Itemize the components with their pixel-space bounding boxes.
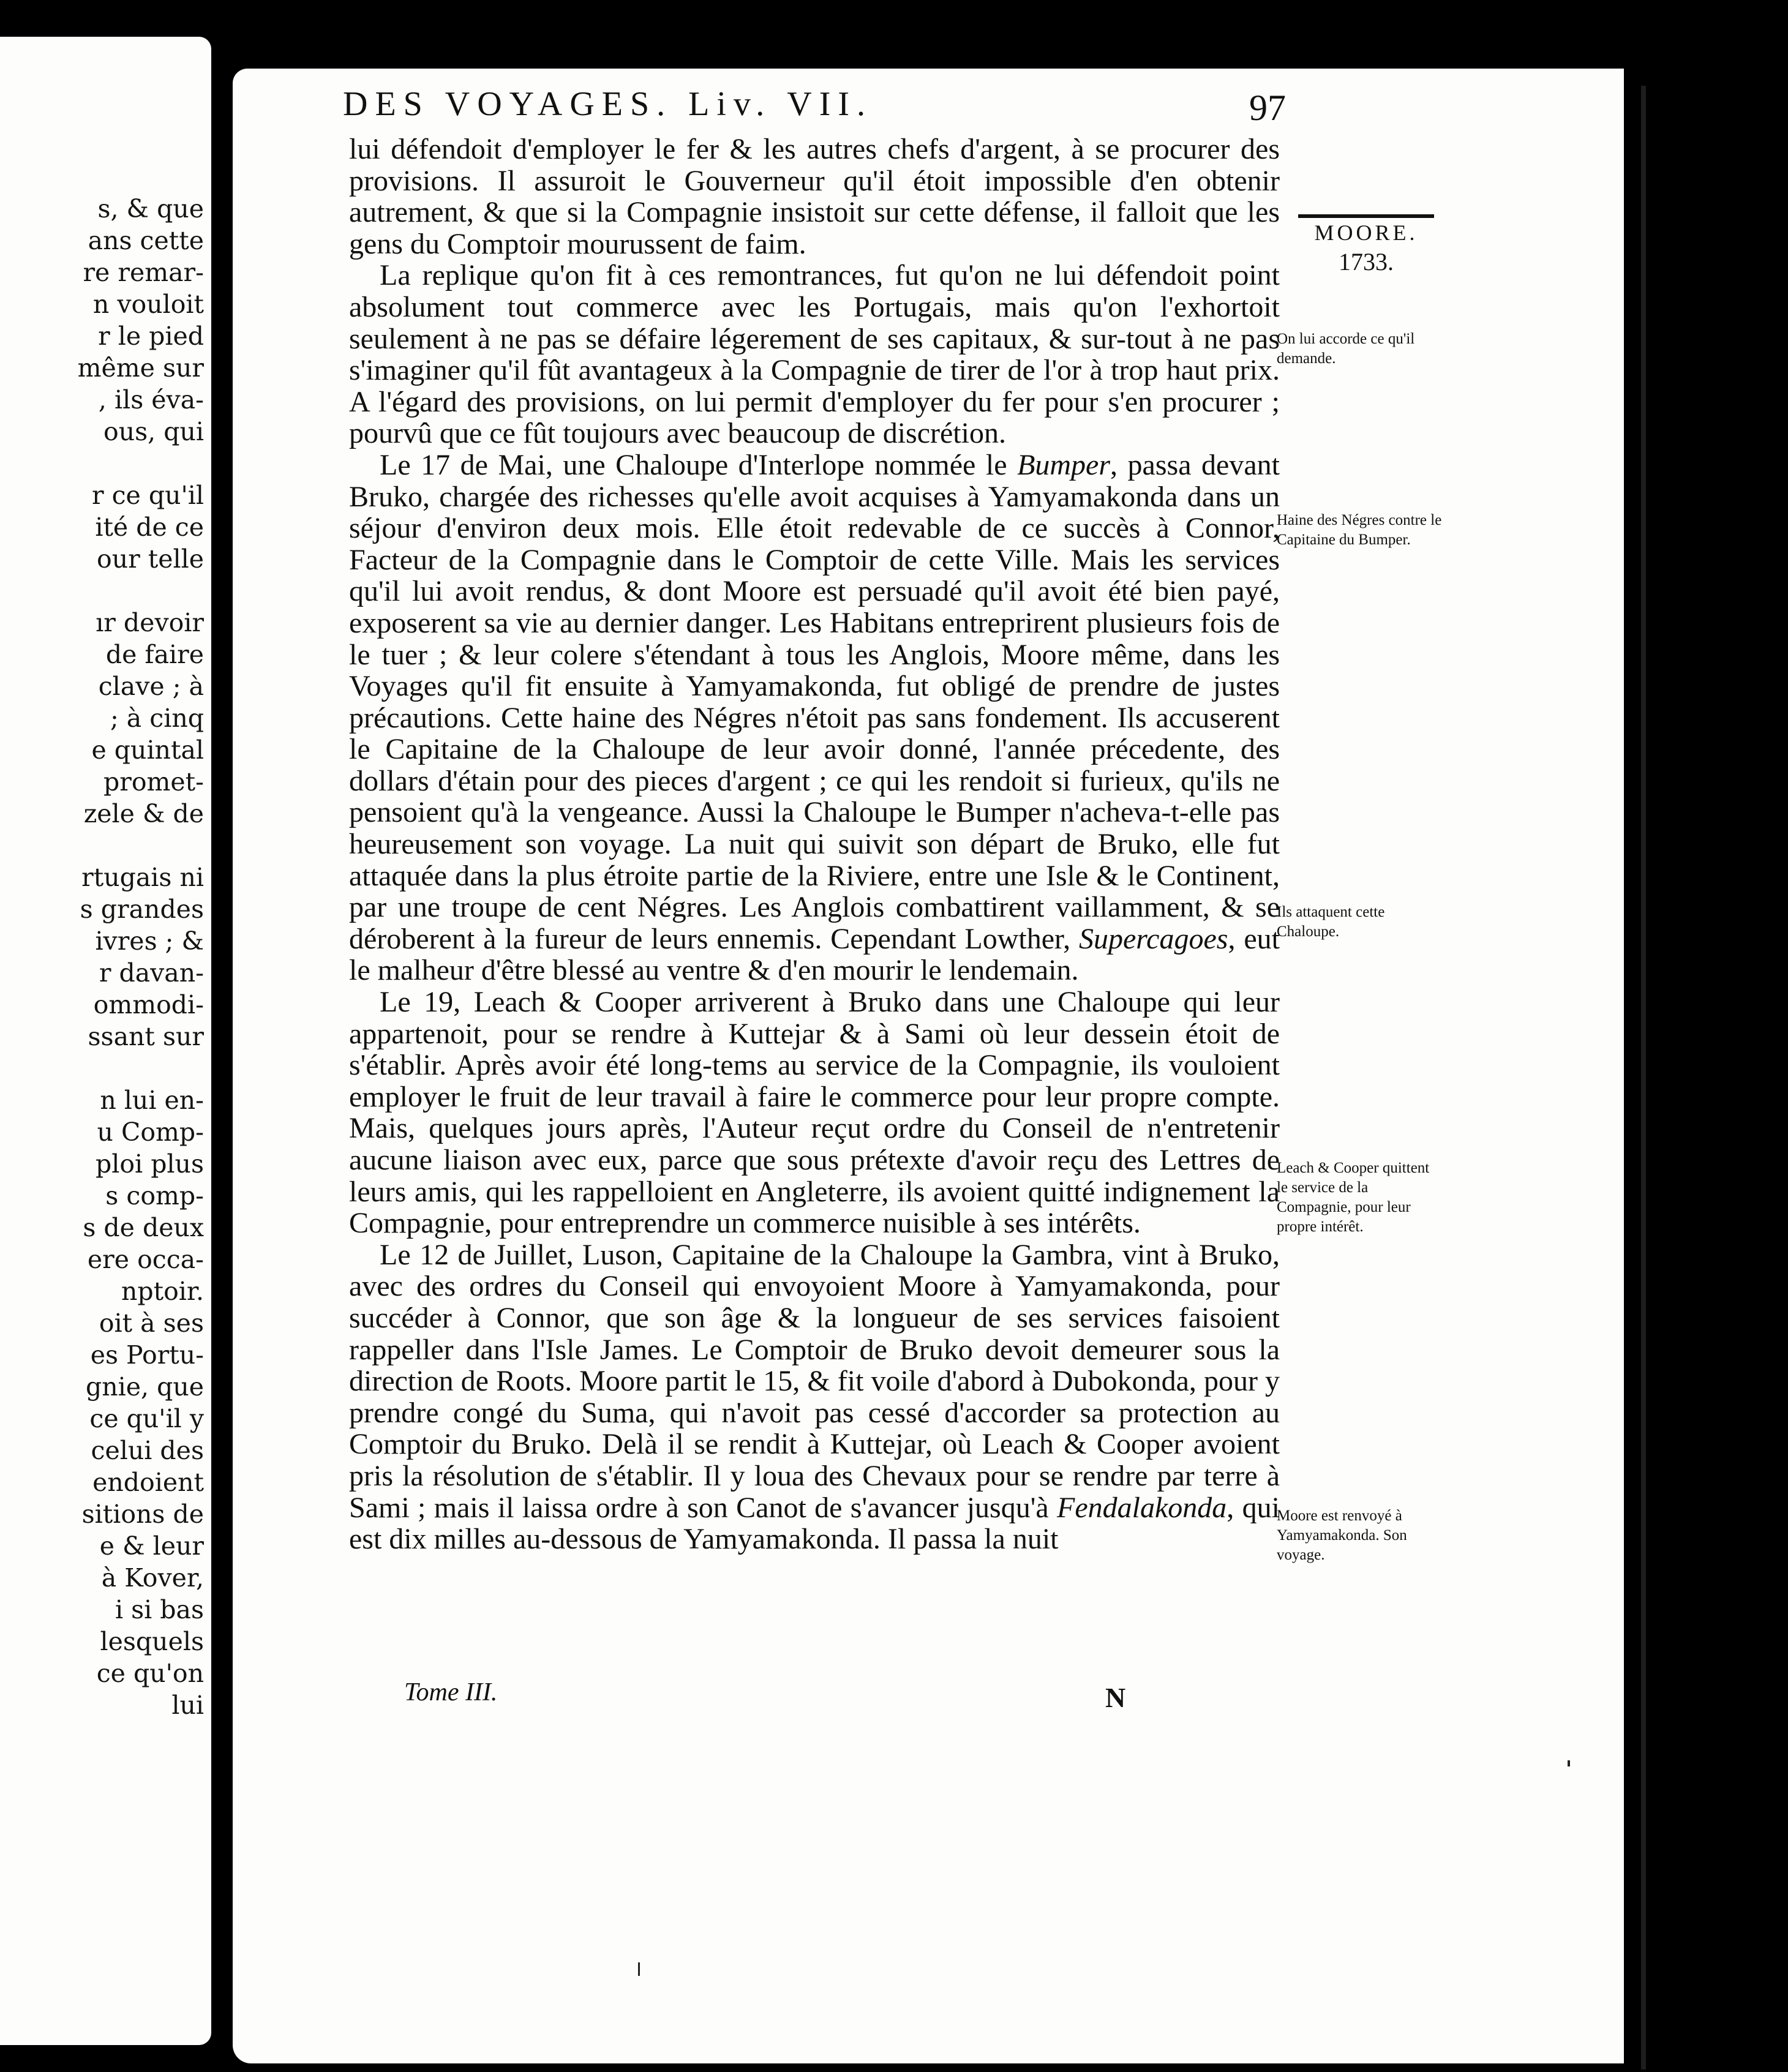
ink-speck	[1568, 1760, 1570, 1766]
paragraph-4: Le 19, Leach & Cooper arriverent à Bruko dans une Chaloupe qui leur appartenoit, pour se rendre à Kuttejar & à Sami où leur dessein étoit de s'établir. Après avoir été long-tems au service de la Compagnie, ils vouloient employer le fruit de leur travail à faire le commerce pour leur propre compte. Mais, quelques jours après, l'Auteur reçut ordre du Conseil de n'entretenir aucune liaison avec eux, parce que sous prétexte d'avoir reçu des Lettres de leurs amis, qui les rappelloient en Angleterre, ils avoient quitté indignement la Compagnie, pour entreprendre un commerce nuisible à ses intérêts.	[349, 986, 1280, 1240]
left-page-fragment: clave ; à	[98, 672, 204, 701]
left-page-fragment: ans cette	[88, 226, 204, 255]
margin-author: MOORE.	[1314, 220, 1418, 245]
left-page-fragment: n vouloit	[92, 290, 204, 319]
ink-speck	[638, 1962, 640, 1976]
left-page-fragment: r davan-	[99, 958, 204, 988]
paragraph-3	[349, 449, 1280, 986]
left-page-fragment: zele & de	[83, 799, 204, 828]
left-page-fragment: lui	[171, 1691, 204, 1720]
left-page-fragment: e quintal	[91, 735, 204, 765]
left-page-fragment: de faire	[105, 640, 204, 669]
p3-text-b: , passa devant Bruko, chargée des richesses qu'elle avoit acquises à Yamyamakonda dans un séjour d'environ deux mois. Elle étoit redevable de ce succès à Connor, Facteur de la Compagnie dans le Comptoir de cette Ville. Mais les services qu'il lui avoit rendus, & dont Moore est persuadé qu'il avoit été bien payé, exposerent sa vie au dernier danger. Les Habitans entreprirent plusieurs fois de le tuer ; & leur colere s'étendant à tous les Anglois, Moore même, dans les Voyages qu'il fit ensuite à Yamyamakonda, fut obligé de prendre de justes précautions. Cette haine des Négres n'étoit pas sans fondement. Ils accuserent le Capitaine de la Chaloupe de leur avoir donné, l'année précedente, des dollars d'étain pour des pieces d'argent ; ce qui les rendoit si furieux, qu'ils ne pensoient qu'à la vengeance. Aussi la Chaloupe le Bumper n'acheva-t-elle pas heureusement son voyage. La nuit qui suivit son départ de Bruko, elle fut attaquée dans la plus étroite partie de la Riviere, entre une Isle & le Continent, par une troupe de cent Négres. Les Anglois combattirent vaillamment, & se déroberent à la fureur de leurs ennemis. Cependant Lowther,	[349, 448, 1280, 955]
left-page-fragment: rtugais ni	[81, 863, 204, 892]
margin-heading	[1298, 216, 1434, 277]
left-page-fragment: ce qu'il y	[89, 1404, 204, 1433]
margin-note-2: Haine des Négres contre le Capitaine du Bumper.	[1277, 512, 1442, 548]
left-page-fragment: ır devoir	[96, 608, 204, 637]
left-page-fragment: promet-	[103, 767, 204, 797]
left-page-fragment: i si bas	[115, 1595, 204, 1624]
left-page-fragment: celui des	[91, 1436, 204, 1465]
left-page-fragment: ploi plus	[96, 1149, 204, 1179]
left-page-fragment: ere occa-	[87, 1245, 204, 1274]
term-supercagoes: Supercagoes	[1078, 922, 1228, 955]
paragraph-1: lui défendoit d'employer le fer & les autres chefs d'argent, à se procurer des provisions. Il assuroit le Gouverneur qu'il étoit impossible d'en obtenir autrement, & que si la Compagnie insistoit sur cette défense, il falloit que les gens du Comptoir mourussent de faim.	[349, 133, 1280, 260]
left-page-fragment: ; à cinq	[110, 704, 204, 733]
left-page-fragment: sitions de	[81, 1500, 204, 1529]
page-number: 97	[1249, 88, 1286, 128]
left-page-fragment: n lui en-	[100, 1086, 204, 1115]
left-page-fragment: re remar-	[83, 258, 204, 287]
margin-note-3: Ils attaquent cette Chaloupe.	[1277, 904, 1385, 940]
left-page-fragment: s comp-	[105, 1181, 204, 1211]
left-page-fragment: our telle	[97, 544, 204, 574]
left-page-fragment: ssant sur	[88, 1022, 204, 1051]
left-page-fragment: oit à ses	[99, 1308, 204, 1338]
margin-note-4: Leach & Cooper quittent le service de la Compagnie, pour leur propre intérêt.	[1277, 1160, 1430, 1235]
body-text	[349, 133, 1280, 1555]
left-page-edge	[0, 37, 211, 2045]
place-fendalakonda: Fendalakonda	[1057, 1491, 1227, 1524]
left-page-fragment: , ils éva-	[98, 385, 204, 415]
p5-text-a: Le 12 de Juillet, Luson, Capitaine de la Chaloupe la Gambra, vint à Bruko, avec des ordres du Conseil qui envoyoient Moore à Yamyamakonda, pour succéder à Connor, que son âge & la longueur de ses services faisoient rappeller dans l'Isle James. Le Comptoir de Bruko devoit demeurer sous la direction de Roots. Moore partit le 15, & fit voile d'abord à Dubokonda, pour y prendre congé du Suma, qui n'avoit pas cessé d'accorder sa protection au Comptoir du Bruko. Delà il se rendit à Kuttejar, où Leach & Cooper avoient pris la résolution de s'établir. Il y loua des Chevaux pour se rendre par terre à Sami ; mais il laissa ordre à son Canot de s'avancer jusqu'à	[349, 1238, 1280, 1524]
left-page-fragment: r ce qu'il	[91, 481, 204, 510]
paragraph-5	[349, 1239, 1280, 1555]
left-page-fragment: lesquels	[100, 1627, 204, 1656]
left-page-fragment: s, & que	[97, 194, 204, 223]
left-page-fragment: s grandes	[80, 895, 204, 924]
left-page-fragment: ommodi-	[93, 990, 204, 1019]
left-page-fragment: u Comp-	[97, 1117, 204, 1147]
left-page-fragment: à Kover,	[101, 1563, 204, 1593]
left-page-fragment: es Portu-	[90, 1340, 204, 1370]
left-page-fragment: ivres ; &	[95, 926, 204, 956]
signature-mark: N	[1105, 1682, 1126, 1713]
footer-tome: Tome III.	[404, 1678, 498, 1706]
left-page-fragment: ité de ce	[95, 512, 204, 542]
p5-text-b: , qui est dix milles au-dessous de Yamyamakonda. Il passa la nuit	[349, 1491, 1280, 1556]
left-page-fragment: e & leur	[99, 1531, 204, 1561]
left-page-fragment: ous, qui	[103, 417, 204, 446]
left-page-fragment: endoient	[92, 1468, 204, 1497]
p3-text-c: , eut le malheur d'être blessé au ventre & d'en mourir le lendemain.	[349, 922, 1280, 987]
left-page-fragment: nptoir.	[121, 1277, 204, 1306]
left-page-fragment: ce qu'on	[96, 1659, 204, 1688]
left-page-fragment: s de deux	[83, 1213, 204, 1242]
left-page-fragment: gnie, que	[85, 1372, 204, 1402]
left-page-fragment: r le pied	[98, 321, 204, 351]
margin-note-1: On lui accorde ce qu'il demande.	[1277, 331, 1415, 367]
left-page-fragment: même sur	[77, 353, 204, 383]
margin-note-5: Moore est renvoyé à Yamyamakonda. Son voyage.	[1277, 1507, 1407, 1563]
running-title: DES VOYAGES. Liv. VII.	[343, 85, 873, 123]
page-edge-shadow	[1641, 86, 1646, 2070]
p3-text-a: Le 17 de Mai, une Chaloupe d'Interlope nommée le	[380, 448, 1018, 481]
margin-year: 1733.	[1339, 248, 1394, 276]
ship-name-bumper: Bumper	[1017, 448, 1111, 481]
paragraph-2: La replique qu'on fit à ces remontrances, fut qu'on ne lui défendoit point absolument tout commerce avec les Portugais, mais qu'on l'exhortoit seulement à ne pas se défaire légerement de ses capitaux, & sur-tout à ne pas s'imaginer qu'il fût avantageux à la Compagnie de tirer de l'or à trop haut prix. A l'égard des provisions, on lui permit d'employer du fer pour s'en procurer ; pourvû que ce fût toujours avec beaucoup de discrétion.	[349, 259, 1280, 450]
